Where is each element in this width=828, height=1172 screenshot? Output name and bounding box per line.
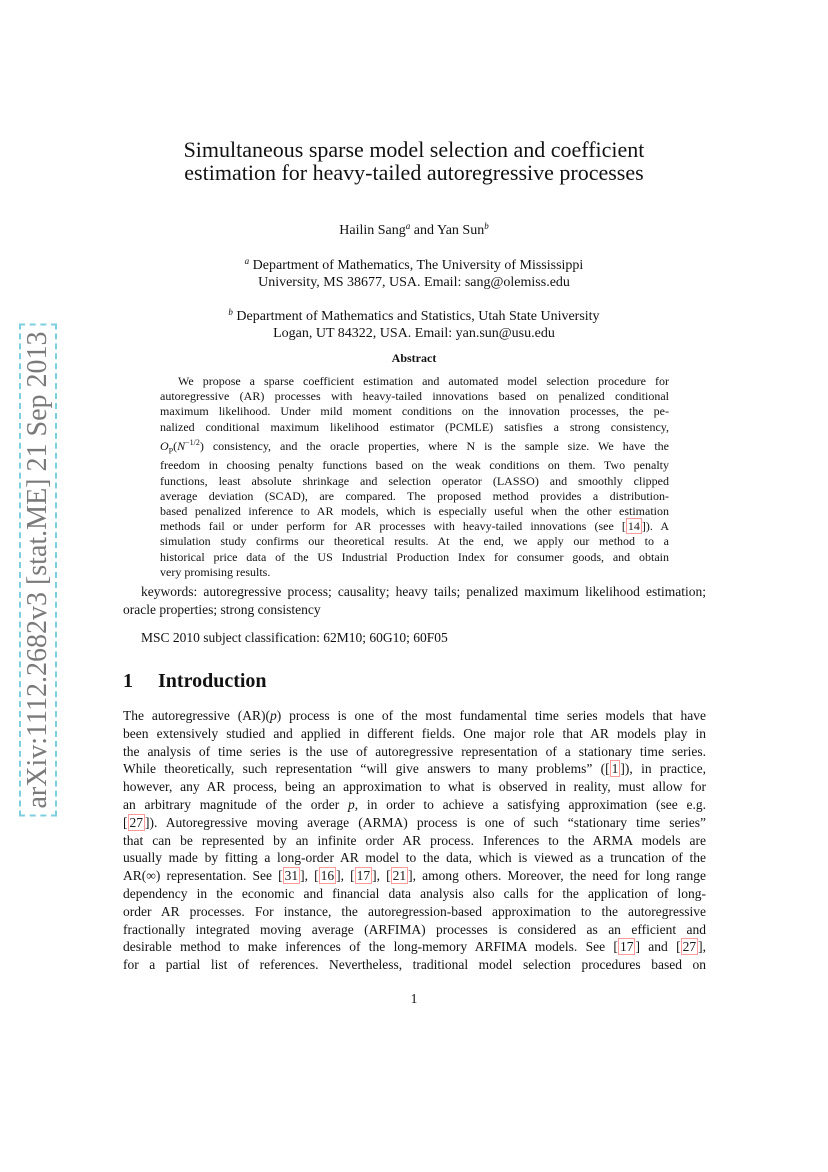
section-heading xyxy=(123,670,267,693)
abstract-heading: Abstract xyxy=(391,351,437,365)
affiliation-b-line-2: Logan, UT 84322, USA. Email: yan.sun@usu.edu xyxy=(273,326,555,341)
citation-link[interactable]: 17 xyxy=(356,868,371,884)
author-list xyxy=(100,221,728,239)
arxiv-identifier: arXiv:1112.2682v3 [stat.ME] 21 Sep 2013 xyxy=(19,324,57,817)
intro-line: [ 27 ]). Autoregressive moving average (ARMA) process is one of such “stationary time series” xyxy=(123,814,706,830)
intro-line: that can be represented by an infinite order AR process. Inferences to the ARMA models are xyxy=(123,832,706,848)
abstract-line: autoregressive (AR) processes with heavy-tailed innovations based on penalized conditional xyxy=(160,389,669,404)
citation-link[interactable]: 16 xyxy=(320,868,335,884)
msc-classification: MSC 2010 subject classification: 62M10; 60G10; 60F05 xyxy=(141,630,448,645)
abstract-line: average deviation (SCAD), are compared. The proposed method provides a distribution- xyxy=(160,488,669,503)
intro-line: dependency in the economic and financial data analysis also calls for the application of long- xyxy=(123,885,706,901)
citation-link[interactable]: 31 xyxy=(284,868,299,884)
intro-line: While theoretically, such representation “will give answers to many problems” ([ 1 ]), in practice, xyxy=(123,761,706,777)
intro-line: been extensively studied and applied in different fields. One major role that AR models play in xyxy=(123,725,706,741)
citation-link[interactable]: 1 xyxy=(611,761,619,777)
author-conjunction: and xyxy=(410,223,437,238)
author-2: Yan Sun xyxy=(436,223,485,238)
intro-line: an arbitrary magnitude of the order p, in order to achieve a satisfying approximation (see e.g. xyxy=(123,796,707,812)
intro-line: usually made by fitting a long-order AR model to the data, which is viewed as a truncation of the xyxy=(123,850,706,866)
affiliation-a-line-1: Department of Mathematics, The University of Mississippi xyxy=(249,258,584,273)
section-title: Introduction xyxy=(158,670,267,692)
abstract-line: very promising results. xyxy=(160,564,271,579)
abstract-line: freedom in choosing penalty functions based on the weak conditions on them. Two penalty xyxy=(160,458,669,473)
intro-line: the analysis of time series is the use of autoregressive representation of a stationary time series. xyxy=(123,743,706,759)
affiliation-b-line-1: Department of Mathematics and Statistics, Utah State University xyxy=(232,309,600,324)
page-number: 1 xyxy=(410,991,418,1006)
introduction-body xyxy=(123,707,706,974)
citation-link[interactable]: 21 xyxy=(392,868,407,884)
affiliation-a-mark: a xyxy=(244,256,250,266)
citation-link[interactable]: 17 xyxy=(619,939,634,955)
intro-line: AR(∞) representation. See [ 31 ], [ 16 ], [ 17 ], [ 21 ], among others. Moreover, the need for long range xyxy=(123,868,706,884)
section-number: 1 xyxy=(123,670,133,692)
intro-line: desirable method to make inferences of the long-memory ARFIMA models. See [ 17 ] and [ 27 ], xyxy=(123,939,707,955)
citation-link[interactable]: 14 xyxy=(627,519,640,534)
abstract-line: $O_P(N^{-1/2})$ consistency, and the oracle properties, where N is the sample size. We have the xyxy=(160,437,669,456)
affiliation-a-line-2: University, MS 38677, USA. Email: sang@olemiss.edu xyxy=(258,275,570,290)
intro-line: The autoregressive (AR)(p) process is one of the most fundamental time series models that have xyxy=(123,708,707,723)
abstract-line: maximum likelihood. Under mild moment conditions on the innovation processes, the pe- xyxy=(160,404,669,419)
abstract-line: methods fail or under perform for AR processes with heavy-tailed innovations (see [ 14 ]). A xyxy=(160,519,669,534)
paper-title xyxy=(100,138,728,184)
abstract-body xyxy=(160,374,669,580)
intro-line: order AR processes. For instance, the autoregression-based approximation to the autoregressive xyxy=(123,903,706,919)
affiliation-b xyxy=(100,304,728,342)
affiliation-b-mark: b xyxy=(228,307,233,317)
abstract-line: historical price data of the US Industrial Production Index for consumer goods, and obtain xyxy=(160,549,669,564)
affiliation-a xyxy=(100,253,728,291)
author-1-mark: a xyxy=(405,221,411,231)
abstract-line: nalized conditional maximum likelihood estimator (PCMLE) satisfies a strong consistency, xyxy=(160,419,669,434)
title-line-2: estimation for heavy-tailed autoregressive processes xyxy=(184,160,644,185)
intro-line: for a partial list of references. Nevertheless, traditional model selection procedures based on xyxy=(123,957,706,973)
abstract-line: simulation study confirms our theoretical results. At the end, we apply our method to a xyxy=(160,534,669,549)
author-2-mark: b xyxy=(484,221,489,231)
author-1: Hailin Sang xyxy=(339,223,406,238)
arxiv-stamp xyxy=(20,331,56,809)
intro-line: however, any AR process, being an approximation to what is observed in reality, must allow for xyxy=(123,779,706,795)
abstract-line: functions, least absolute shrinkage and selection operator (LASSO) and smoothly clipped xyxy=(160,473,669,488)
citation-link[interactable]: 27 xyxy=(129,814,143,830)
abstract-line: We propose a sparse coefficient estimation and automated model selection procedure for xyxy=(178,374,669,388)
citation-link[interactable]: 27 xyxy=(682,939,697,955)
intro-line: fractionally integrated moving average (ARFIMA) processes is considered as an efficient and xyxy=(123,921,706,937)
keywords: keywords: autoregressive process; causality; heavy tails; penalized maximum likelihood estimation; oracle properties; strong consistency xyxy=(123,584,706,617)
abstract-line: based penalized inference to AR models, which is especially useful when the other estimation xyxy=(160,504,669,519)
title-line-1: Simultaneous sparse model selection and coefficient xyxy=(183,137,645,162)
